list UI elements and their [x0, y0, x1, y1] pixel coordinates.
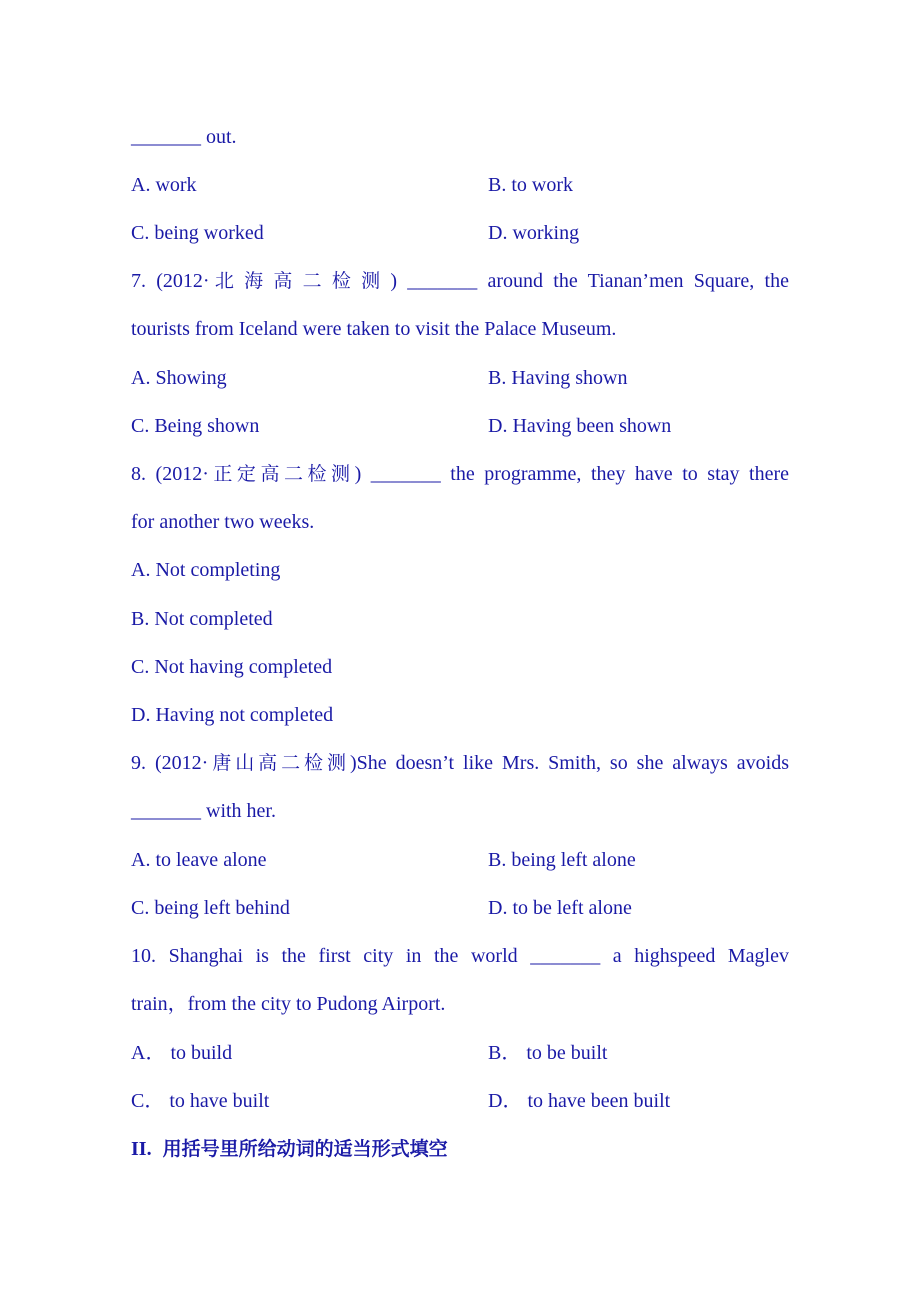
q8-option-c: C. Not having completed — [131, 656, 333, 678]
q8-source: 正定高二检测 — [208, 463, 355, 485]
q10-option-a: A． to build — [131, 1042, 233, 1064]
q6-stem-tail: _______ out. — [131, 126, 237, 148]
q7-option-d: D. Having been shown — [488, 415, 672, 437]
q9-option-d: D. to be left alone — [488, 897, 632, 919]
q9-option-b: B. being left alone — [488, 849, 636, 871]
q9-stem-rest: )She doesn’t like Mrs. Smith, so she always avoids — [349, 752, 789, 774]
q10-option-d: D． to have been built — [488, 1090, 671, 1112]
q7-option-b: B. Having shown — [488, 367, 628, 389]
q6-option-d: D. working — [488, 222, 580, 244]
q8-number: 8. (2012· — [131, 463, 209, 485]
q10-stem-line2: train，from the city to Pudong Airport. — [131, 993, 446, 1015]
q9-stem-line2: _______ with her. — [131, 800, 276, 822]
q8-option-d: D. Having not completed — [131, 704, 334, 726]
q8-stem-rest: ) _______ the programme, they have to stay there — [354, 463, 789, 485]
q9-number: 9. (2012· — [131, 752, 209, 774]
section-2-label: II. — [131, 1138, 152, 1160]
q10-option-c: C． to have built — [131, 1090, 270, 1112]
q9-stem-line1 — [131, 751, 789, 775]
q8-option-a: A. Not completing — [131, 559, 281, 581]
q7-option-a: A. Showing — [131, 367, 227, 389]
q10-option-b: B． to be built — [488, 1042, 608, 1064]
q9-source: 唐山高二检测 — [208, 752, 350, 774]
q6-option-c: C. being worked — [131, 222, 264, 244]
q7-option-c: C. Being shown — [131, 415, 260, 437]
section-2-heading — [131, 1137, 448, 1161]
q7-number: 7. (2012· — [131, 270, 210, 292]
q7-stem-line2: tourists from Iceland were taken to visit the Palace Museum. — [131, 318, 617, 340]
q8-stem-line1 — [131, 462, 789, 486]
q8-option-b: B. Not completed — [131, 608, 273, 630]
q8-stem-line2: for another two weeks. — [131, 511, 315, 533]
q7-source: 北海高二检测 — [209, 270, 391, 292]
q9-option-c: C. being left behind — [131, 897, 290, 919]
q10-stem-line1: 10. Shanghai is the first city in the world _______ a highspeed Maglev — [131, 945, 789, 967]
q7-stem-line1 — [131, 269, 789, 293]
q6-option-b: B. to work — [488, 174, 573, 196]
q6-option-a: A. work — [131, 174, 197, 196]
q9-option-a: A. to leave alone — [131, 849, 267, 871]
q7-stem-rest: ) _______ around the Tianan’men Square, the — [390, 270, 789, 292]
section-2-title: 用括号里所给动词的适当形式填空 — [162, 1138, 448, 1160]
